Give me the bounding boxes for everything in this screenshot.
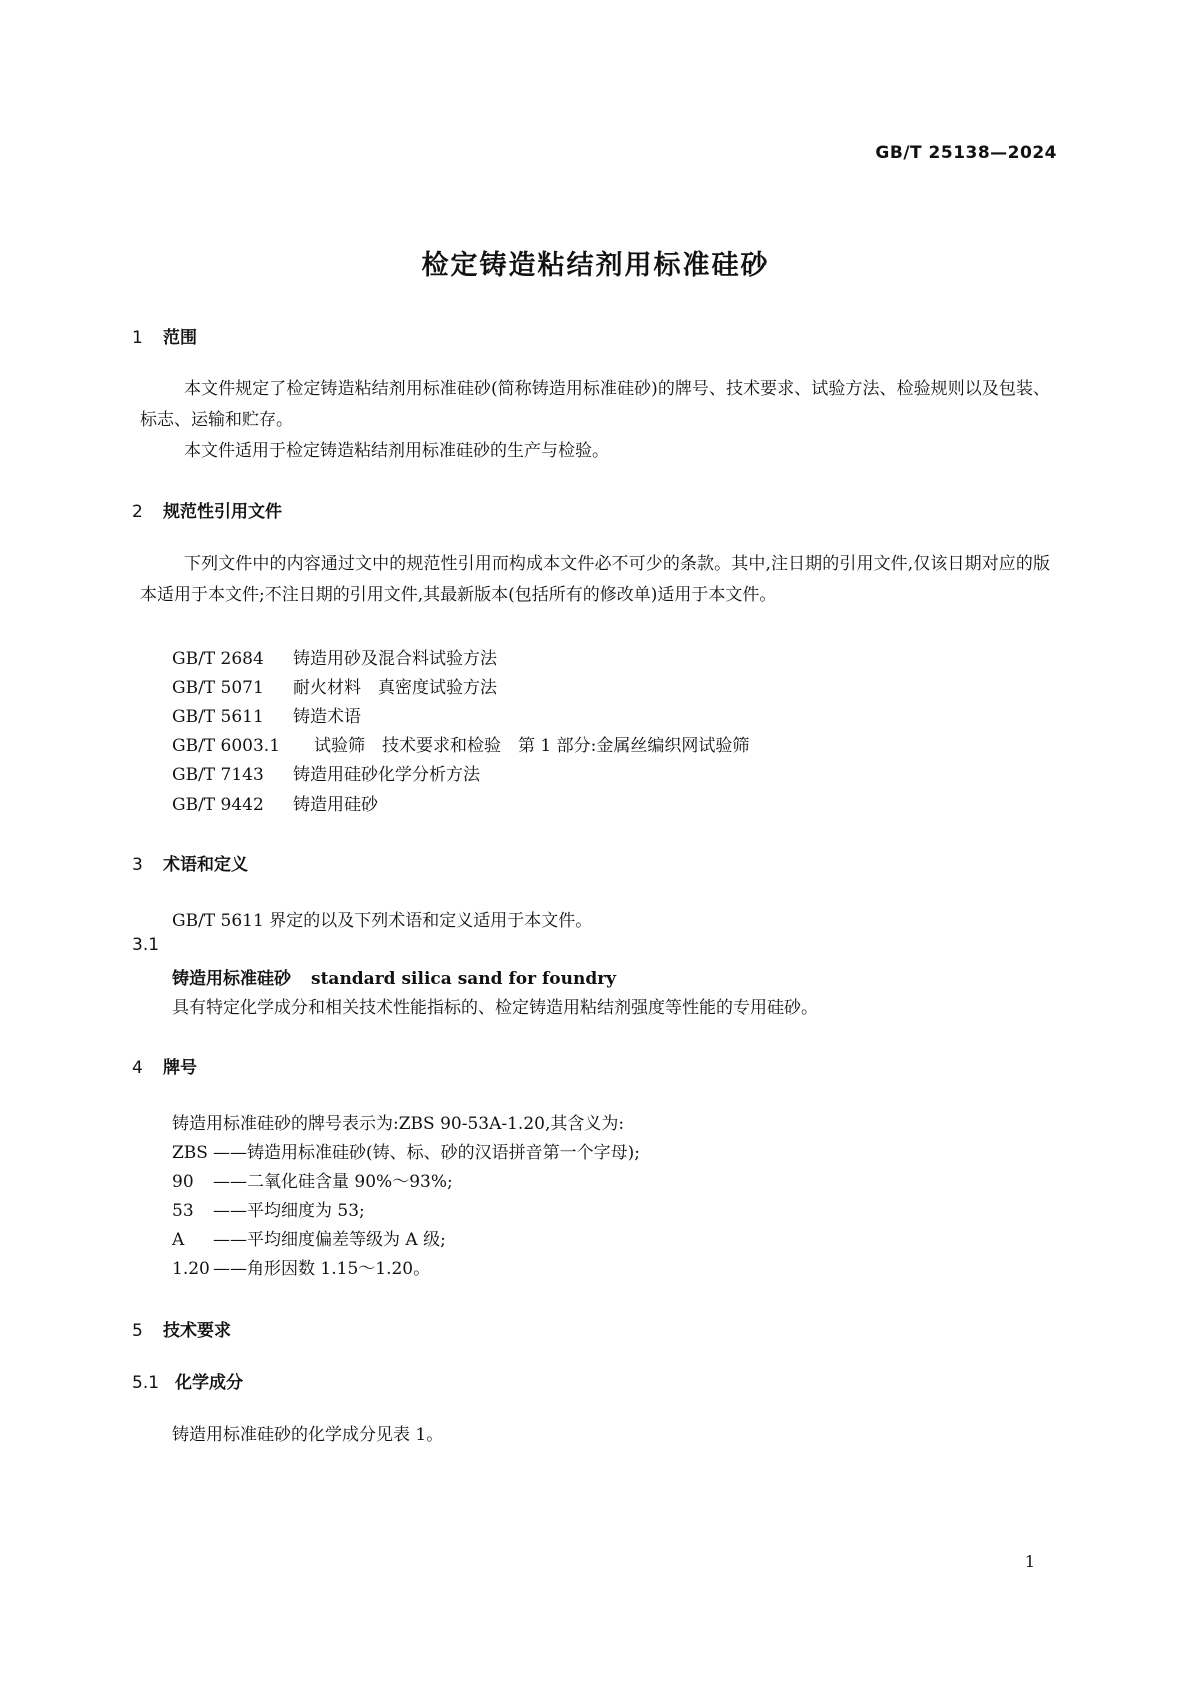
designation-meaning: ——二氧化硅含量 90%～93%;	[213, 1172, 453, 1192]
section-title: 规范性引用文件	[163, 502, 282, 522]
paragraph: GB/T 5611 界定的以及下列术语和定义适用于本文件。	[172, 911, 593, 931]
reference-title: 试验筛 技术要求和检验 第 1 部分:金属丝编织网试验筛	[314, 736, 750, 756]
term-name-zh: 铸造用标准硅砂	[172, 969, 291, 989]
document-title: 检定铸造粘结剂用标准硅砂	[421, 250, 770, 281]
reference-code: GB/T 6003.1	[172, 736, 281, 756]
reference-title: 耐火材料 真密度试验方法	[293, 678, 497, 698]
designation-meaning: ——角形因数 1.15～1.20。	[213, 1259, 431, 1279]
designation-meaning: ——平均细度偏差等级为 A 级;	[213, 1230, 446, 1250]
section-4-heading	[132, 1053, 197, 1078]
designation-item	[172, 1138, 640, 1163]
designation-item	[172, 1225, 446, 1250]
designation-code: 90	[172, 1172, 194, 1192]
designation-item	[172, 1254, 430, 1279]
reference-code: GB/T 5071	[172, 678, 264, 698]
section-number: 2	[132, 502, 143, 522]
designation-meaning: ——铸造用标准硅砂(铸、标、砂的汉语拼音第一个字母);	[213, 1143, 640, 1163]
section-title: 术语和定义	[163, 855, 248, 875]
reference-code: GB/T 5611	[172, 707, 264, 727]
standard-number: GB/T 25138—2024	[875, 143, 1057, 163]
term-name-en: standard silica sand for foundry	[311, 969, 617, 989]
term-definition: 具有特定化学成分和相关技术性能指标的、检定铸造用粘结剂强度等性能的专用硅砂。	[172, 998, 818, 1018]
section-title: 牌号	[163, 1058, 197, 1078]
subsection-5-1-heading	[132, 1368, 243, 1393]
subsection-title: 化学成分	[175, 1373, 243, 1393]
paragraph: 铸造用标准硅砂的化学成分见表 1。	[172, 1425, 444, 1445]
designation-item	[172, 1167, 453, 1192]
reference-item	[172, 790, 378, 815]
section-title: 技术要求	[163, 1321, 231, 1341]
reference-item	[172, 731, 749, 756]
page-number: 1	[1024, 1552, 1035, 1571]
reference-item	[172, 644, 497, 669]
paragraph: 本文件规定了检定铸造粘结剂用标准硅砂(简称铸造用标准硅砂)的牌号、技术要求、试验方法、检验规则以及包装、标志、运输和贮存。	[140, 379, 1050, 430]
designation-code: A	[172, 1230, 185, 1250]
reference-code: GB/T 7143	[172, 765, 264, 785]
reference-title: 铸造术语	[293, 707, 361, 727]
reference-title: 铸造用硅砂	[293, 795, 378, 815]
reference-item	[172, 760, 480, 785]
term-entry	[172, 964, 616, 989]
paragraph: 铸造用标准硅砂的牌号表示为:ZBS 90-53A-1.20,其含义为:	[172, 1114, 625, 1134]
reference-item	[172, 702, 361, 727]
term-number: 3.1	[132, 935, 160, 955]
designation-meaning: ——平均细度为 53;	[213, 1201, 365, 1221]
designation-code: 1.20	[172, 1259, 210, 1279]
reference-title: 铸造用硅砂化学分析方法	[293, 765, 480, 785]
reference-code: GB/T 2684	[172, 649, 264, 669]
reference-title: 铸造用砂及混合料试验方法	[293, 649, 497, 669]
section-3-heading	[132, 850, 248, 875]
section-number: 1	[132, 328, 143, 348]
section-1-heading	[132, 323, 197, 348]
designation-item	[172, 1196, 365, 1221]
designation-code: ZBS	[172, 1143, 208, 1163]
reference-code: GB/T 9442	[172, 795, 264, 815]
paragraph: 本文件适用于检定铸造粘结剂用标准硅砂的生产与检验。	[184, 441, 609, 461]
section-title: 范围	[163, 328, 197, 348]
reference-item	[172, 673, 497, 698]
section-5-heading	[132, 1316, 231, 1341]
subsection-number: 5.1	[132, 1373, 160, 1393]
designation-code: 53	[172, 1201, 194, 1221]
section-number: 4	[132, 1058, 143, 1078]
section-2-heading	[132, 497, 282, 522]
section-number: 3	[132, 855, 143, 875]
section-number: 5	[132, 1321, 143, 1341]
paragraph: 下列文件中的内容通过文中的规范性引用而构成本文件必不可少的条款。其中,注日期的引用文件,仅该日期对应的版本适用于本文件;不注日期的引用文件,其最新版本(包括所有的修改单)适用于本文件。	[140, 554, 1050, 605]
